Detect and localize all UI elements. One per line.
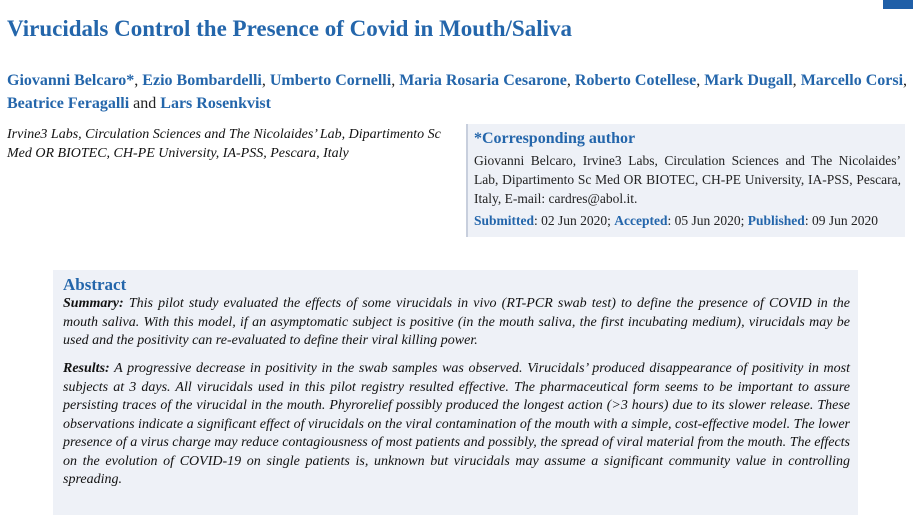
- corresponding-author-heading: *Corresponding author: [474, 130, 636, 147]
- author-name[interactable]: Giovanni Belcaro*: [7, 72, 135, 89]
- author-separator: ,: [792, 72, 801, 89]
- author-separator: ,: [696, 72, 705, 89]
- author-name[interactable]: Mark Dugall: [704, 72, 793, 89]
- author-name[interactable]: Maria Rosaria Cesarone: [399, 72, 567, 89]
- published-label: Published: [747, 213, 805, 228]
- author-name[interactable]: Roberto Cotellese: [574, 72, 697, 89]
- accepted-label: Accepted: [614, 213, 668, 228]
- results-label: Results:: [63, 361, 110, 376]
- abstract-heading: Abstract: [63, 275, 127, 294]
- author-name[interactable]: Ezio Bombardelli: [142, 72, 262, 89]
- submitted-label: Submitted: [474, 213, 535, 228]
- author-and: and: [129, 95, 161, 112]
- corresponding-author-box: [466, 124, 905, 237]
- affiliation: Irvine3 Labs, Circulation Sciences and The Nicolaides’ Lab, Dipartimento Sc Med OR BIOTEC, CH-PE University, IA-PSS, Pescara, Italy: [7, 127, 441, 161]
- submitted-date: : 02 Jun 2020;: [534, 213, 615, 228]
- author-separator: ,: [903, 72, 908, 89]
- author-separator: ,: [134, 72, 143, 89]
- summary-label: Summary:: [63, 296, 124, 311]
- box-border: [466, 124, 468, 237]
- author-separator: ,: [566, 72, 575, 89]
- publication-dates: [474, 213, 878, 229]
- published-date: : 09 Jun 2020: [804, 213, 878, 228]
- abstract-box: [53, 270, 858, 515]
- article-title: Virucidals Control the Presence of Covid in Mouth/Saliva: [7, 16, 572, 41]
- abstract-summary: [63, 295, 850, 351]
- abstract-results: [63, 360, 850, 490]
- author-list: [7, 69, 907, 115]
- author-separator: ,: [261, 72, 270, 89]
- author-name[interactable]: Lars Rosenkvist: [160, 95, 271, 112]
- author-separator: ,: [391, 72, 400, 89]
- author-name[interactable]: Umberto Cornelli: [269, 72, 392, 89]
- corresponding-author-details: Giovanni Belcaro, Irvine3 Labs, Circulation Sciences and The Nicolaides’ Lab, Dipartimento Sc Med OR BIOTEC, CH-PE University, IA-PSS, Pescara, Italy, E-mail: cardres@abol.it.: [474, 153, 901, 206]
- corner-tab: [883, 0, 913, 9]
- author-name[interactable]: Marcello Corsi: [800, 72, 904, 89]
- author-name[interactable]: Beatrice Feragalli: [7, 95, 130, 112]
- results-text: A progressive decrease in positivity in the swab samples was observed. Virucidals’ produced disappearance of positivity in most subjects at 3 days. All virucidals used in this pilot registry resulted effective. The pharmaceutical form seems to be important to assure persisting traces of the virucidal in the mouth. Phyrorelief possibly produced the longest action (>3 hours) due to its slower release. These observations indicate a significant effect of virucidals on the viral contamination of the mouth with a simple, cost-effective model. The lower presence of a virus charge may reduce contagiousness of most patients and possibly, the spread of viral material from the mouth. The effects on the evolution of COVID-19 on single patients is, unknown but virucidals may assume a significant community value in controlling spreading.: [63, 361, 850, 487]
- summary-text: This pilot study evaluated the effects of some virucidals in vivo (RT-PCR swab test) to define the presence of COVID in the mouth saliva. With this model, if an asymptomatic subject is positive (in the mouth saliva, the first incubating medium), virucidals may be used and the positivity can re-evaluated to define their viral killing power.: [63, 296, 850, 348]
- accepted-date: : 05 Jun 2020;: [667, 213, 748, 228]
